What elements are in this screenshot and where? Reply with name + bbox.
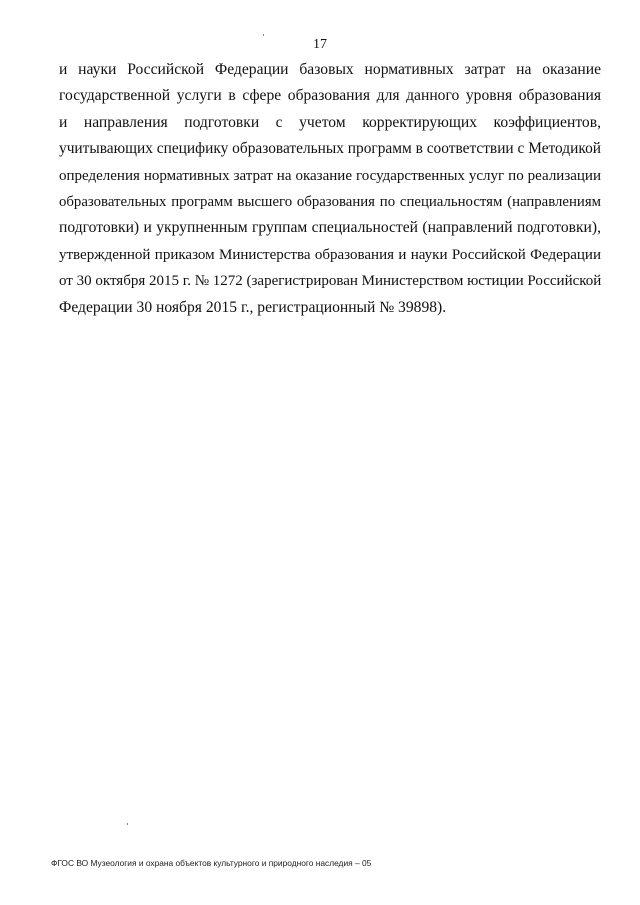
- text-line: Федерации 30 ноября 2015 г., регистрационный № 39898).: [59, 298, 447, 316]
- footer-document-id: ФГОС ВО Музеология и охрана объектов культурного и природного наследия – 05: [51, 858, 372, 868]
- page-number: 17: [313, 37, 327, 52]
- text-line: утвержденной приказом Министерства образования и науки Российской Федерации: [59, 246, 601, 263]
- body-paragraph: [59, 57, 601, 321]
- scan-speck: [263, 34, 264, 36]
- text-line: и науки Российской Федерации базовых нормативных затрат на оказание: [59, 61, 601, 78]
- text-line: учитывающих специфику образовательных программ в соответствии с Методикой: [59, 140, 601, 158]
- text-line: подготовки) и укрупненным группам специальностей (направлений подготовки),: [59, 219, 601, 237]
- scan-speck: [127, 823, 128, 825]
- text-line: государственной услуги в сфере образования для данного уровня образования: [59, 87, 601, 105]
- text-line: образовательных программ высшего образования по специальностям (направлениям: [59, 193, 601, 210]
- text-line: и направления подготовки с учетом корректирующих коэффициентов,: [59, 113, 601, 131]
- text-line: от 30 октября 2015 г. № 1272 (зарегистрирован Министерством юстиции Российской: [59, 273, 602, 290]
- text-line: определения нормативных затрат на оказание государственных услуг по реализации: [59, 167, 601, 184]
